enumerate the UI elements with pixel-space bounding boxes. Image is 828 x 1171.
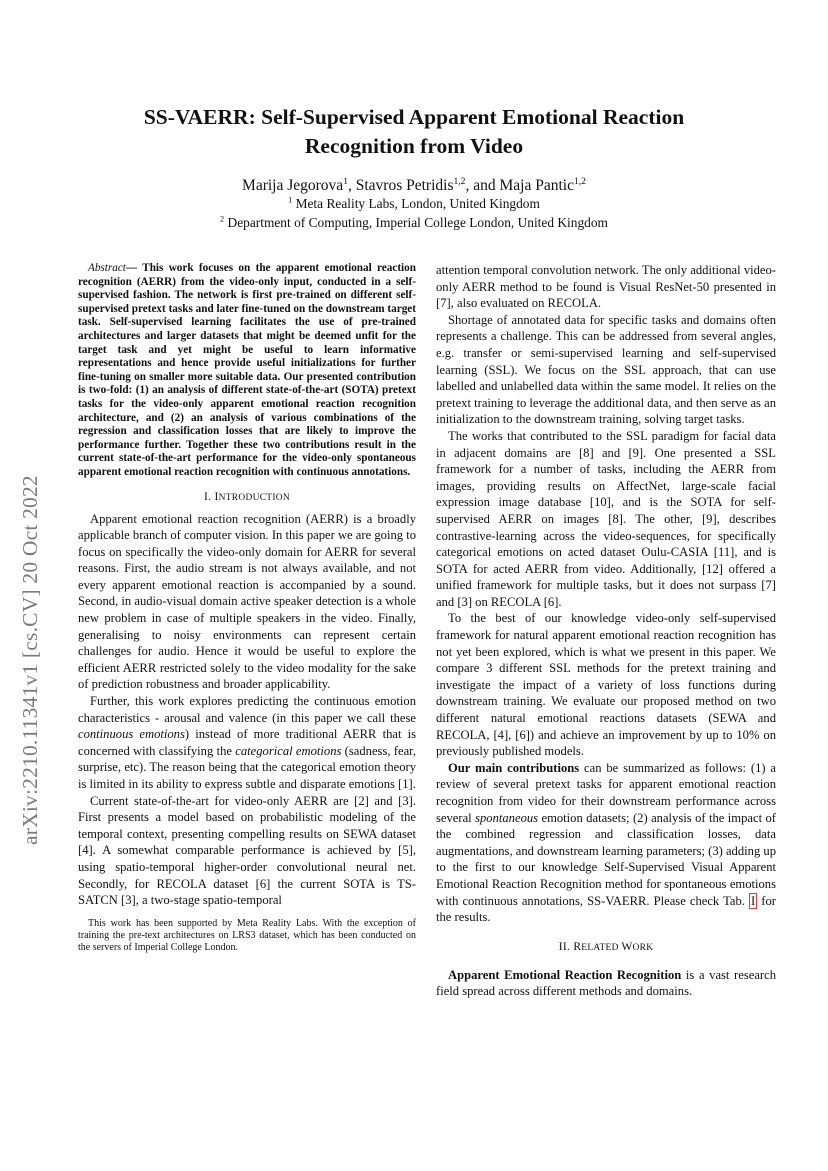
intro-paragraph-2: Further, this work explores predicting the continuous emotion characteristics - arousal and valence (in this paper we call these continuous emotions) instead of more traditional AERR that is concerned with classifying the categorical emotions (sadness, fear, surprise, etc). The reason being that the categorical emotion theory is limited in its ability to express subtle and disparate emotions [1]. (78, 694, 417, 791)
intro-paragraph-1: Apparent emotional reaction recognition (AERR) is a broadly applicable branch of computer vision. In this paper we are going to focus on specifically the video-only domain for AERR for several reasons. First, the audio stream is not always available, and not every apparent emotional reaction is accompanied by a sound. Second, in audio-visual domain active speaker detection is a whole new problem in case of multiple speakers in the video. Finally, generalising to noisy environments can represent certain challenges for audio. Hence it would be useful to explore the efficient AERR restricted solely to the video modality for the sake of prediction robustness and broader applicability. (78, 511, 416, 692)
arxiv-identifier-stamp: arXiv:2210.11341v1 [cs.CV] 20 Oct 2022 (18, 475, 42, 845)
title-line-1: SS-VAERR: Self-Supervised Apparent Emotional Reaction (143, 105, 685, 129)
right-column (436, 262, 776, 1000)
section-heading-related-work: II. RELATED WORK (558, 940, 654, 953)
author-list (80, 177, 748, 195)
contributions-paragraph: Our main contributions can be summarized as follows: (1) a review of several pretext tasks for apparent emotional reaction recognition from video for their downstream performance across several spontaneous emotion datasets; (2) analysis of the impact of the combined regression and classification losses, data augmentations, and downstream learning parameters; (3) adding up to the first to our knowledge Self-Supervised Visual Apparent Emotional Reaction Recognition method for spontaneous emotions with continuous annotations, SS-VAERR. Please check Tab. I for the results. (436, 760, 776, 925)
abstract-text: — This work focuses on the apparent emotional reaction recognition (AERR) from the video-only input, conducted in a self-supervised fashion. The network is first pre-trained on different self-supervised pretext tasks and later fine-tuned on the downstream target task. Self-supervised learning facilitates the use of pre-trained architectures and larger datasets that might be deemed unfit for the target task and yet might be useful to learn informative representations and hence provide useful initializations for further fine-tuning on smaller more suitable data. Our presented contribution is two-fold: (1) an analysis of different state-of-the-art (SOTA) pretext tasks for the video-only apparent emotional reaction recognition architecture, and (2) an analysis of various combinations of the regression and classification losses that are likely to improve the performance further. Together these two contributions result in the current state-of-the-art performance for the video-only spontaneous apparent emotional reaction recognition with continuous annotations. (78, 262, 416, 478)
abstract-label: Abstract (88, 262, 126, 274)
intro-paragraph-3: Current state-of-the-art for video-only AERR are [2] and [3]. First presents a model based on probabilistic modeling of the temporal context, presenting compelling results on SEWA dataset [4]. A somewhat comparable performance is achieved by [5], using spatio-temporal higher-order convolutional neural net. Secondly, for RECOLA dataset [6] the current SOTA is TS-SATCN [3], a two-stage spatio-temporal (78, 793, 416, 908)
section-heading-introduction: I. INTRODUCTION (204, 490, 290, 503)
table-reference-link[interactable]: I (751, 893, 756, 908)
related-work-paragraph: Apparent Emotional Reaction Recognition is a vast research field spread across different methods and domains. (436, 967, 776, 999)
footnote: This work has been supported by Meta Reality Labs. With the exception of training the pre-text architectures on LRS3 dataset, which has been conducted on the servers of Imperial College London. (78, 917, 416, 953)
affiliation-2: $^2$ Department of Computing, Imperial College London, United Kingdom (220, 214, 608, 230)
author-name: , and Maja Pantic (465, 177, 574, 194)
body-paragraph: To the best of our knowledge video-only self-supervised framework for natural apparent emotional reaction recognition has not yet been explored, which is what we present in this paper. We compare 3 different SSL methods for the pretext training and investigate the impact of a variety of loss functions during downstream training. We evaluate our proposed method on two different natural emotional reactions datasets (SEWA and RECOLA, [4], [6]) and achieve an improvement by up to 10% on previously published models. (436, 611, 776, 759)
body-paragraph: The works that contributed to the SSL paradigm for facial data in adjacent domains are [8] and [9]. One presented a SSL framework for a number of tasks, including the AERR from images, providing results on AffectNet, large-scale facial expression image database [10], and is the SOTA for self-supervised AERR on images [8]. The other, [9], describes contrastive-learning across the video-sequences, for specifically categorical emotions on acted dataset Oulu-CASIA [11], and is SOTA for acted AERR from video. Additionally, [12] offered a unified framework for multiple tasks, but it does not surpass [7] and [3] on RECOLA [6]. (436, 428, 776, 609)
title-line-2: Recognition from Video (304, 134, 524, 158)
body-paragraph: attention temporal convolution network. The only additional video-only AERR method to be found is Visual ResNet-50 presented in [7], also evaluated on RECOLA. (436, 263, 776, 311)
affiliation-marker: 1,2 (453, 175, 466, 187)
body-paragraph: Shortage of annotated data for specific tasks and domains often represents a challenge. This can be addressed from several angles, e.g. transfer or semi-supervised learning and self-supervised learning (SSL). We focus on the SSL approach, that can use labelled and unlabelled data within the same model. It relies on the pretext training to leverage the additional data, and then serve as an initialization to the downstream training, solving target tasks. (436, 312, 776, 427)
affiliation-marker: 1 (343, 175, 348, 187)
author-name: Marija Jegorova (242, 177, 344, 194)
affiliation-1: $^1$ Meta Reality Labs, London, United Kingdom (288, 195, 540, 211)
abstract (78, 262, 416, 480)
author-name: , Stavros Petridis (347, 177, 454, 194)
paper-title (80, 103, 748, 161)
left-column (78, 262, 416, 954)
affiliation-marker: 1,2 (573, 175, 586, 187)
